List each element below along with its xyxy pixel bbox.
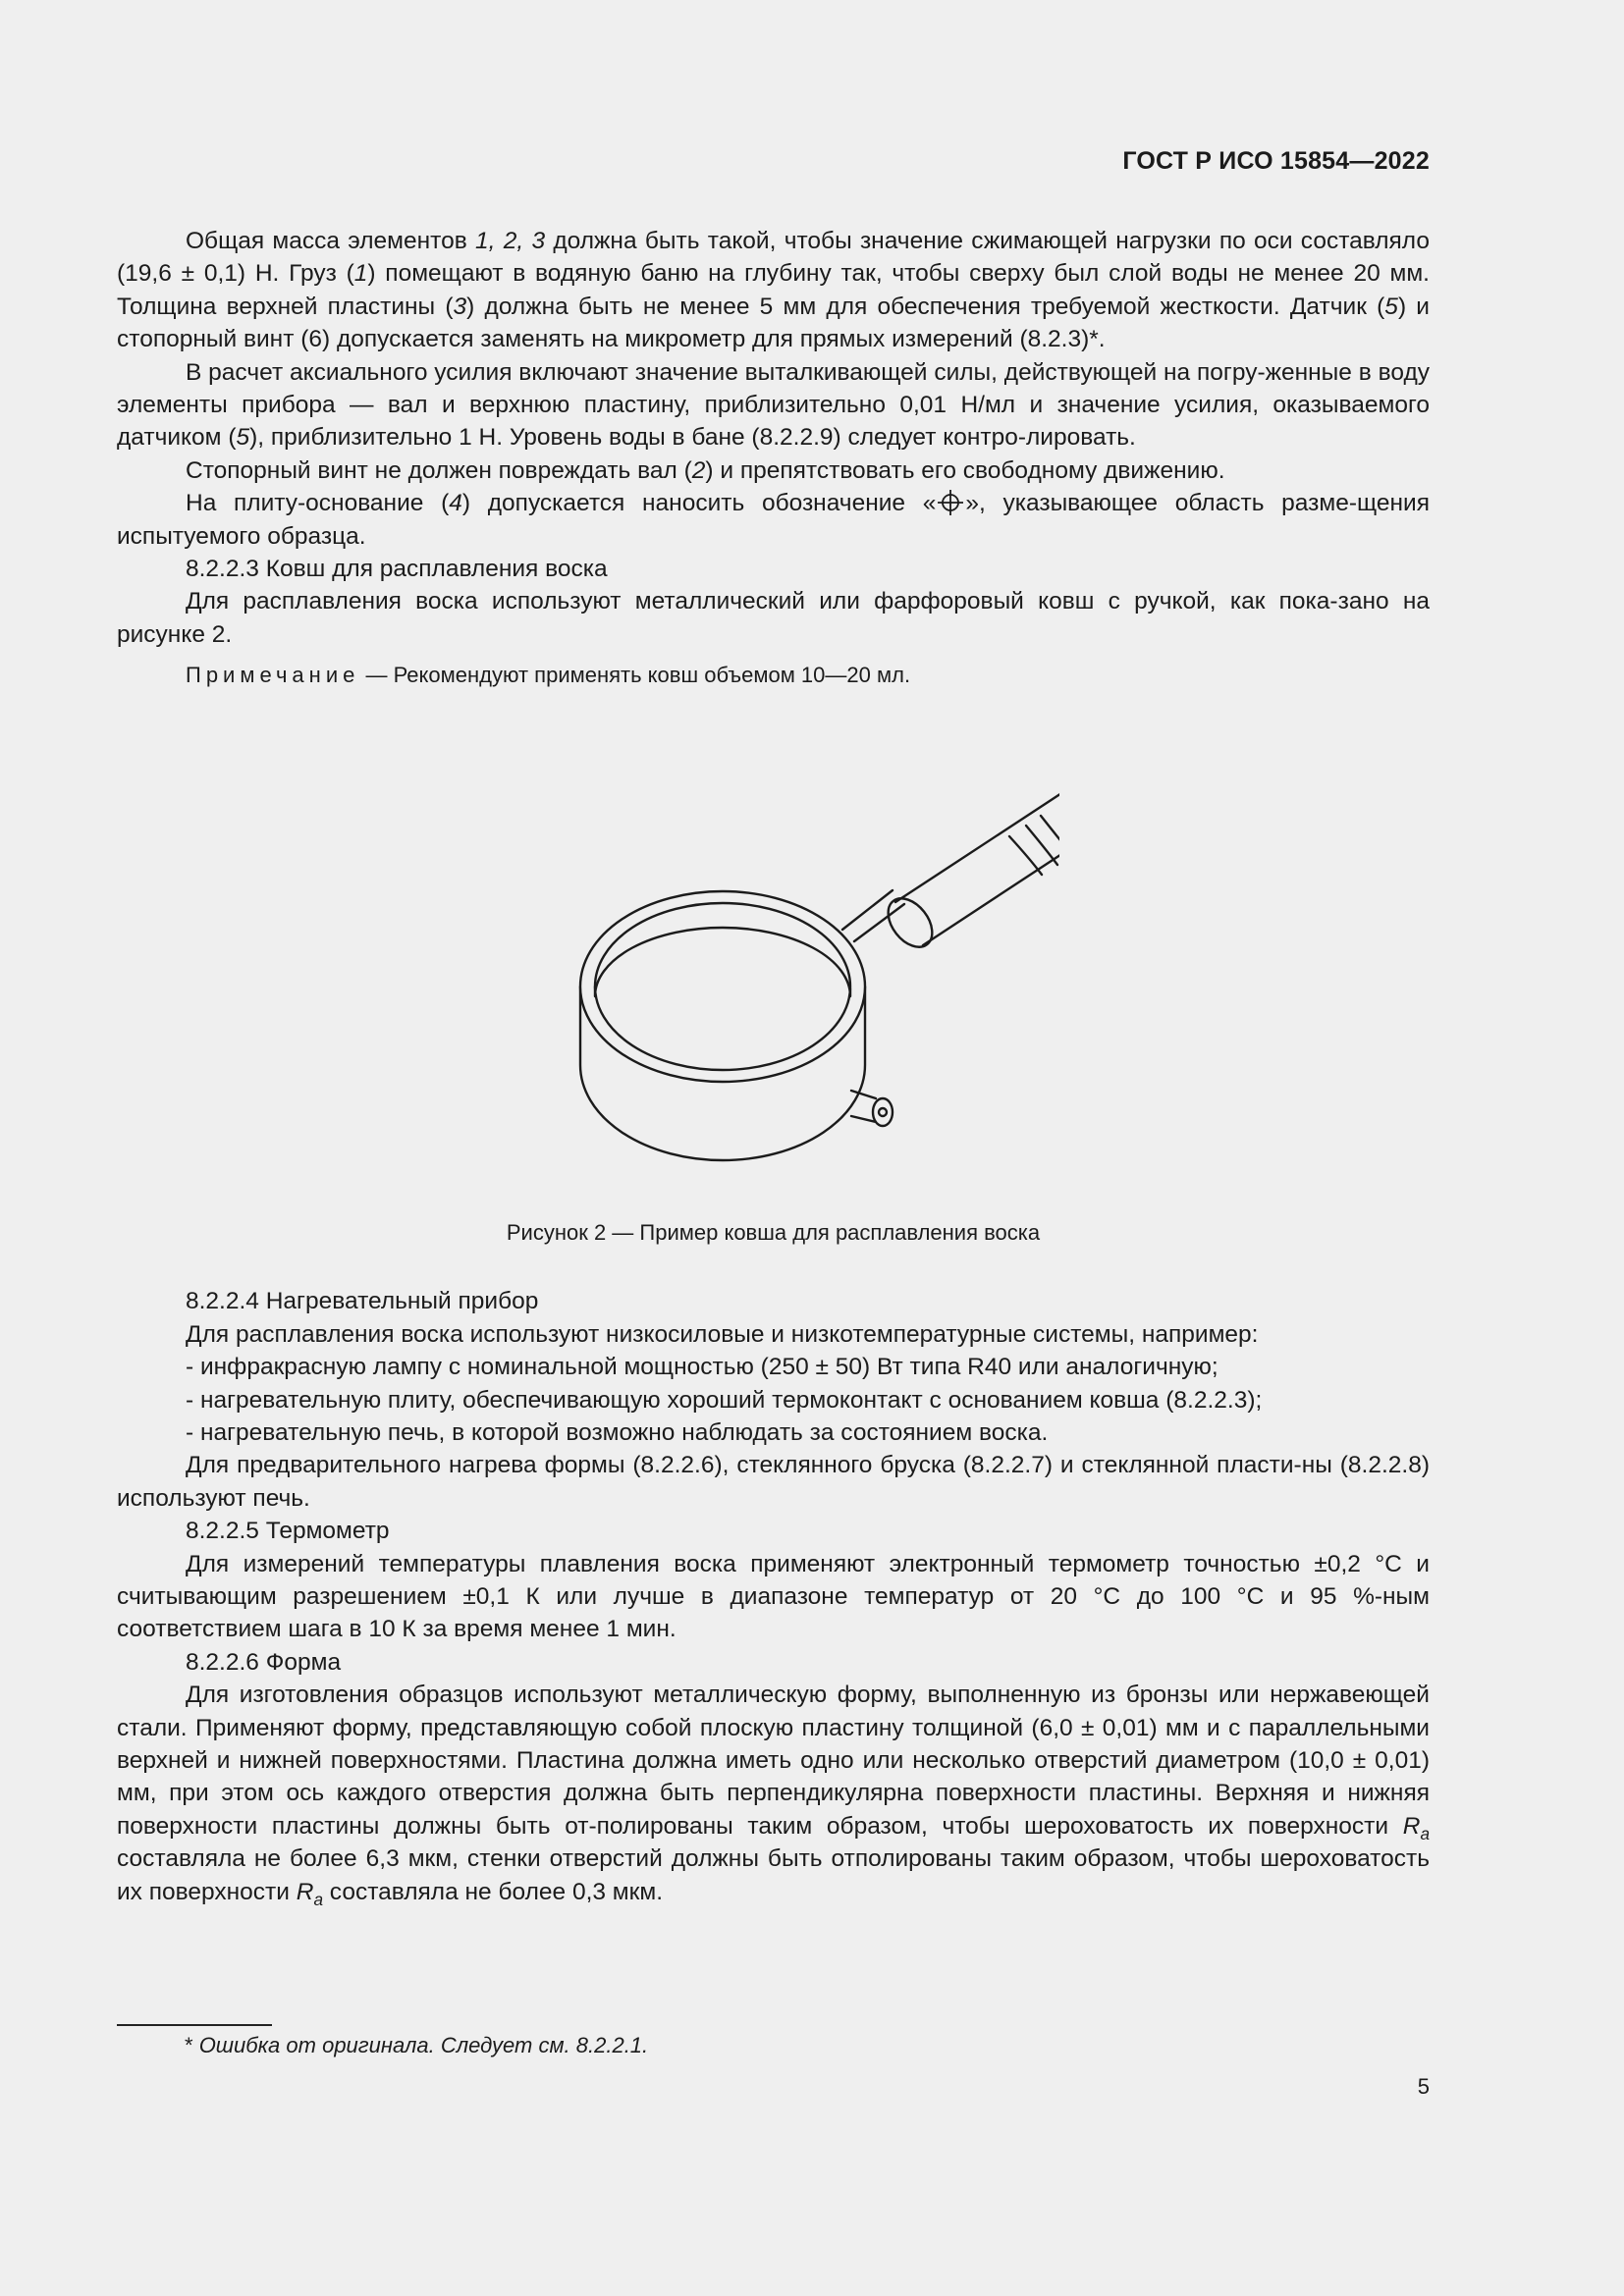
section-8-2-2-4-text: Для расплавления воска используют низкосиловые и низкотемпературные системы, например: (186, 1320, 1259, 1348)
figure-2-caption: Рисунок 2 — Пример ковша для расплавления воска (506, 1220, 1041, 1246)
note-text: — Рекомендуют применять ковш объемом 10—20 мл. (359, 663, 911, 688)
note (117, 661, 1430, 690)
section-8-2-2-4-heading: 8.2.2.4 Нагревательный прибор (186, 1288, 539, 1315)
paragraph-lock-screw: Стопорный винт не должен повреждать вал (2) и препятствовать его свободному движению. (186, 456, 1225, 484)
footnote (185, 2033, 648, 2058)
section-8-2-2-5-heading: 8.2.2.5 Термометр (186, 1518, 390, 1545)
section-8-2-2-4-after: Для предварительного нагрева формы (8.2.2.6), стеклянного бруска (8.2.2.7) и стеклянной пласти-ны (8.2.2.8) используют печь. (117, 1452, 1430, 1512)
document-code-header: ГОСТ Р ИСО 15854—2022 (1122, 147, 1430, 175)
footnote-mark: * (185, 2033, 199, 2057)
section-8-2-2-6-heading: 8.2.2.6 Форма (186, 1648, 342, 1676)
paragraph-base-plate-marking: На плиту-основание (4) допускается наносить обозначение « », указывающее область разме-щения испытуемого образца. (117, 490, 1430, 550)
document-body (117, 225, 1430, 1908)
crosshair-target-icon (936, 490, 965, 515)
figure-2 (117, 702, 1430, 1212)
footnote-separator (117, 2024, 272, 2026)
list-item: - нагревательную плиту, обеспечивающую хороший термоконтакт с основанием ковша (8.2.2.3); (186, 1386, 1263, 1414)
paragraph-axial-force: В расчет аксиального усилия включают значение выталкивающей силы, действующей на погру-женные в воду элементы прибора — вал и верхнюю пластину, приблизительно 0,01 Н/мл и значение усилия, оказываемого датчиком (5), приблизительно 1 Н. Уровень воды в бане (8.2.2.9) следует контро-лировать. (117, 358, 1430, 452)
paragraph-total-mass: Общая масса элементов 1, 2, 3 должна быть такой, чтобы значение сжимающей нагрузки по оси составляло (19,6 ± 0,1) Н. Груз (1) помещают в водяную баню на глубину так, чтобы сверху был слой воды не менее 20 мм. Толщина верхней пластины (3) должна быть не менее 5 мм для обеспечения требуемой жесткости. Датчик (5) и стопорный винт (6) допускается заменять на микрометр для прямых измерений (8.2.3)*. (117, 228, 1430, 353)
note-label: Примечание (186, 663, 360, 688)
list-item: - нагревательную печь, в которой возможно наблюдать за состоянием воска. (186, 1418, 1049, 1446)
footnote-text: Ошибка от оригинала. Следует см. 8.2.2.1. (198, 2033, 649, 2057)
section-8-2-2-6-text: Для изготовления образцов используют металлическую форму, выполненную из бронзы или нержавеющей стали. Применяют форму, представляющую собой плоскую пластину толщиной (6,0 ± 0,01) мм и с параллельными верхней и нижней поверхностями. Пластина должна иметь одно или несколько отверстий диаметром (10,0 ± 0,01) мм, при этом ось каждого отверстия должна быть перпендикулярна поверхности пластины. Верхняя и нижняя поверхности пластины должны быть от-полированы таким образом, чтобы шероховатость их поверхности $R_a$ составляла не более 6,3 мкм, стенки отверстий должны быть отполированы таким образом, чтобы шероховатость их поверхности $R_a$ составляла не более 0,3 мкм. (117, 1682, 1430, 1909)
list-item: - инфракрасную лампу с номинальной мощностью (250 ± 50) Вт типа R40 или аналогичную; (186, 1354, 1218, 1381)
wax-melting-ladle-drawing (441, 702, 1059, 1202)
section-8-2-2-5-text: Для измерений температуры плавления воска применяют электронный термометр точностью ±0,2 °С и считывающим разрешением ±0,1 К или лучше в диапазоне температур от 20 °С до 100 °С и 95 %-ным соответствием шага в 10 К за время менее 1 мин. (117, 1550, 1430, 1643)
page-number: 5 (1417, 2074, 1430, 2099)
section-8-2-2-3-heading: 8.2.2.3 Ковш для расплавления воска (186, 556, 608, 583)
section-8-2-2-3-text: Для расплавления воска используют металлический или фарфоровый ковш с ручкой, как пока-зано на рисунке 2. (117, 588, 1430, 648)
